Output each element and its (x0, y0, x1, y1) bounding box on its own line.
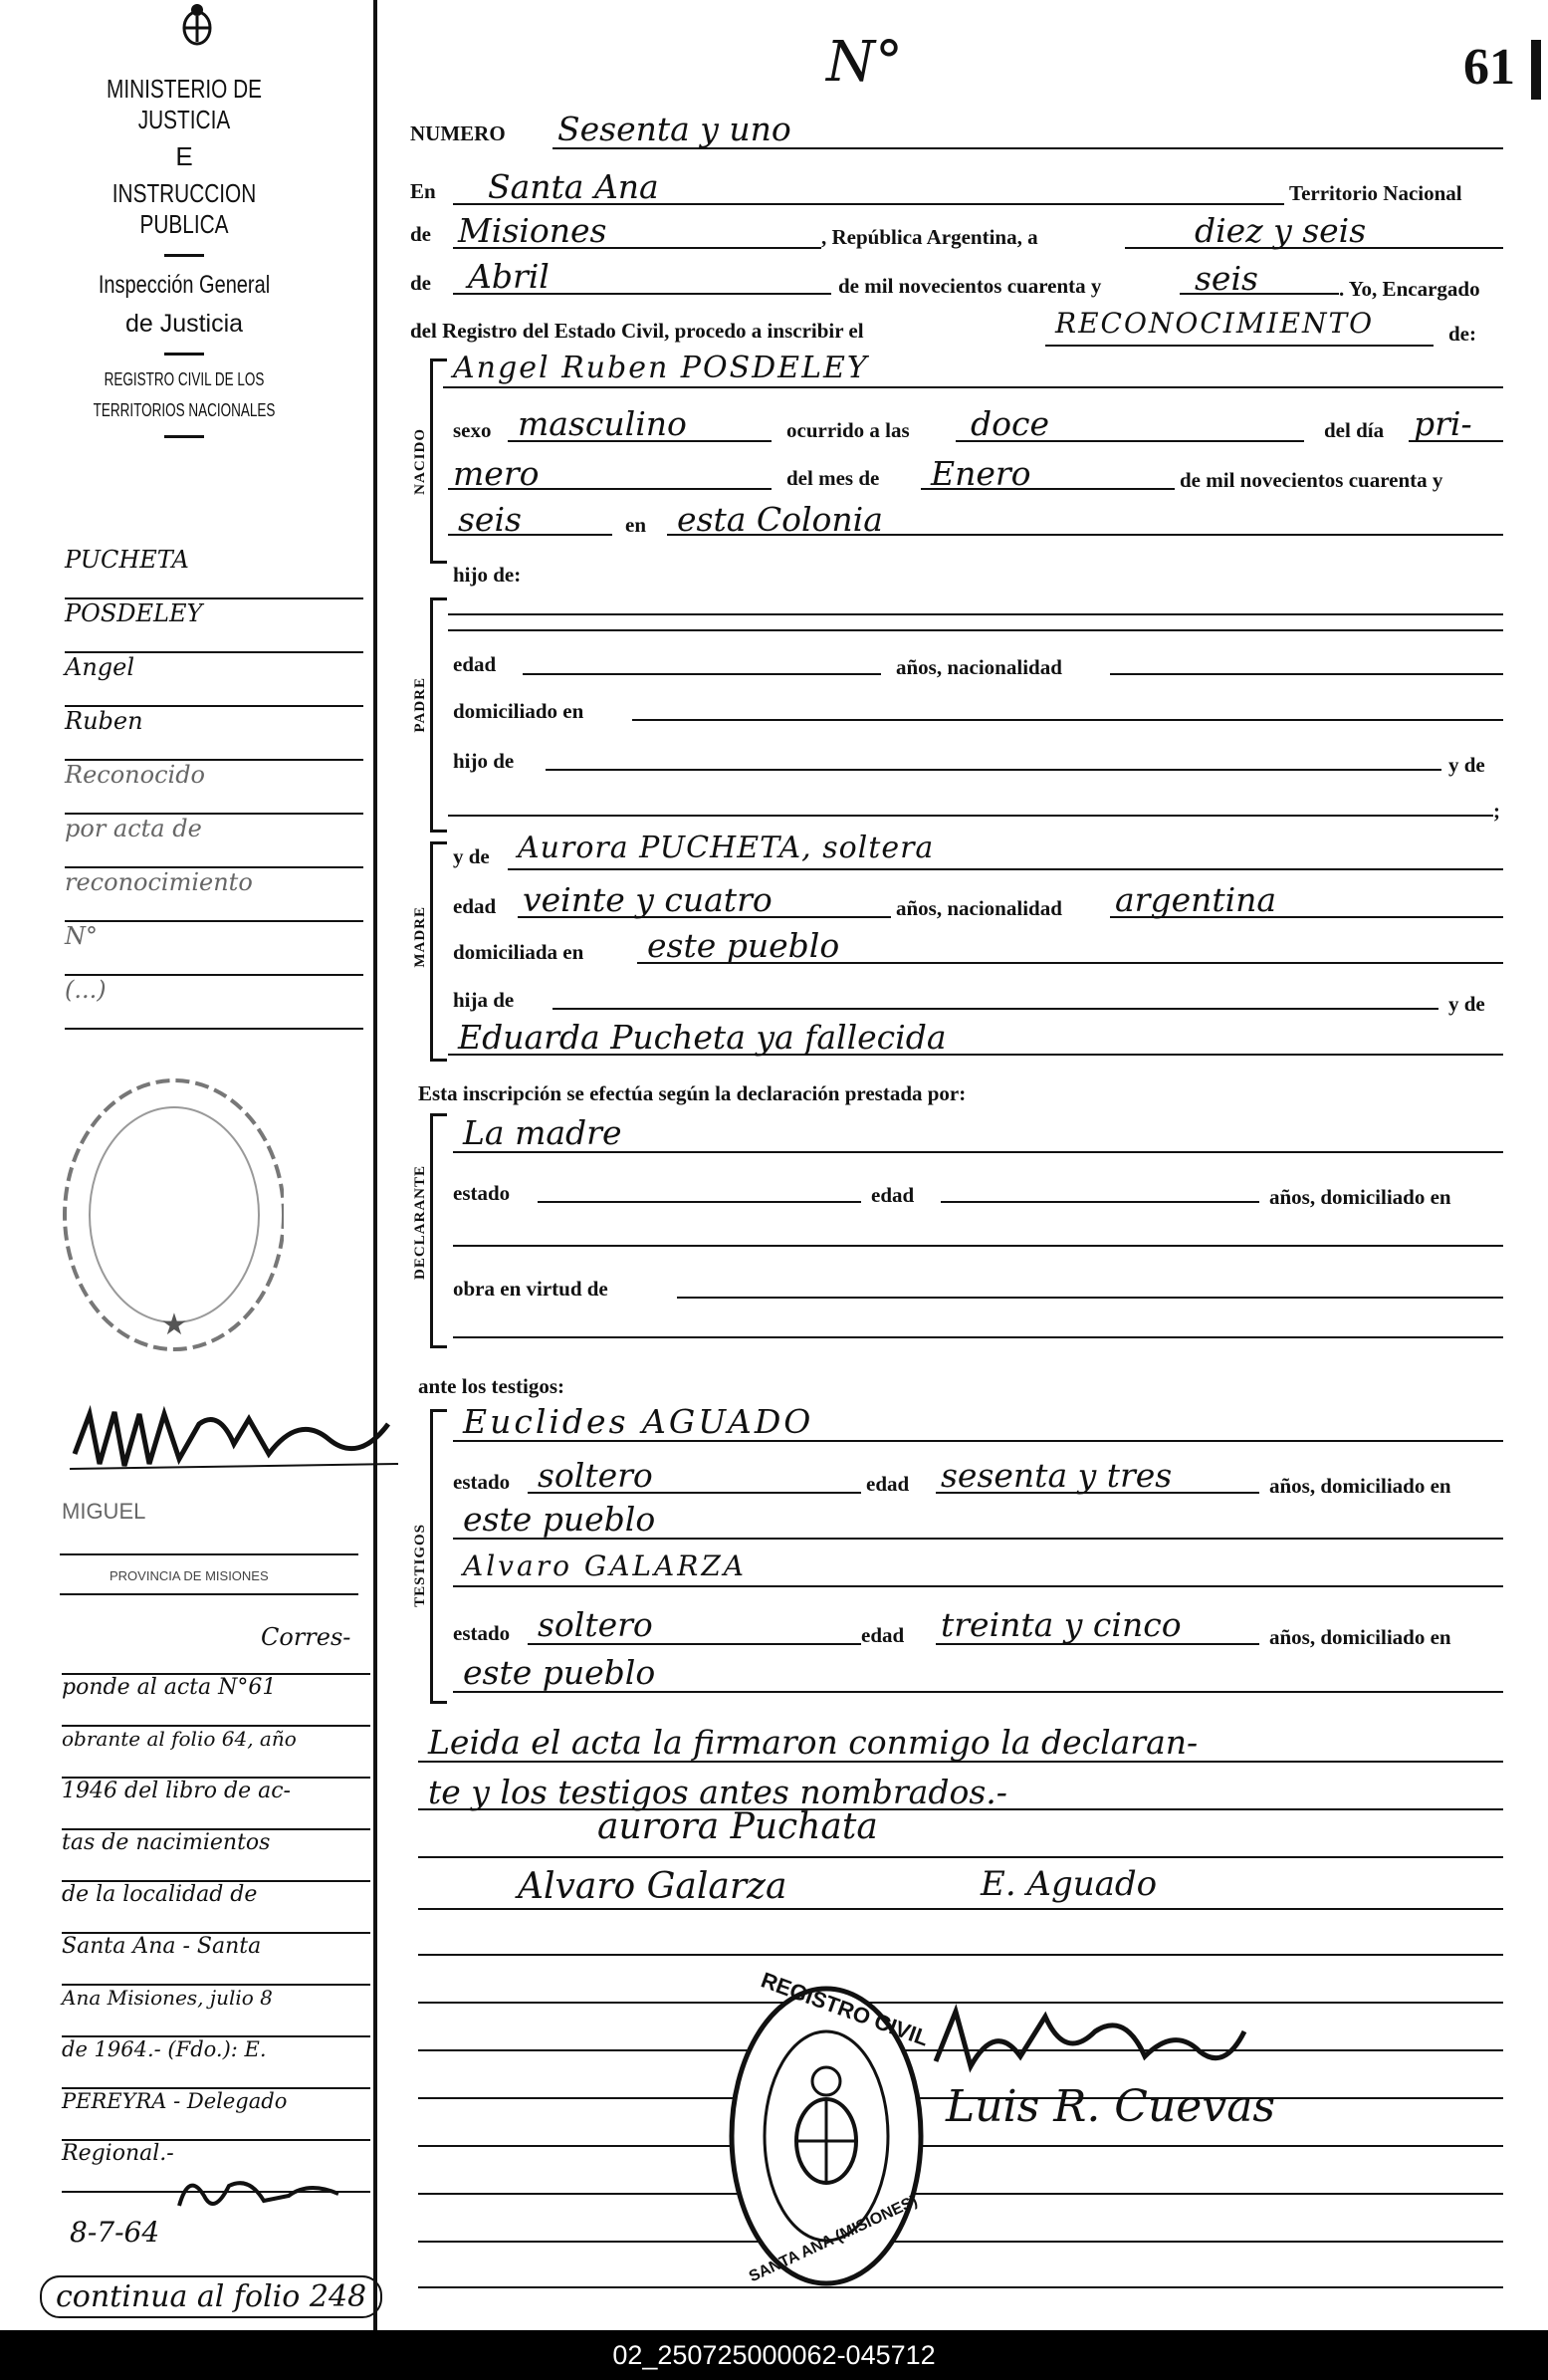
margin-annotation (65, 546, 363, 1030)
svg-text:★: ★ (160, 1308, 188, 1342)
testigo1-estado: soltero (538, 1456, 653, 1495)
ocurrido-text: ocurrido a las (786, 418, 910, 442)
margin-stamp-province: PROVINCIA DE MISIONES (110, 1568, 269, 1583)
registry-line1: REGISTRO CIVIL DE LOS (104, 369, 265, 389)
testigo1-domicilio: este pueblo (463, 1500, 656, 1539)
testigo2-nombre: Alvaro GALARZA (463, 1549, 747, 1582)
margin-line: Angel (65, 653, 363, 707)
margin-line: N° (65, 922, 363, 976)
coat-of-arms-icon (179, 2, 215, 46)
seal-text-top: REGISTRO CIVIL (758, 1967, 933, 2051)
madre-y-de2-text: y de (1448, 992, 1485, 1016)
en-label: En (410, 179, 436, 203)
lugar-value: esta Colonia (677, 500, 883, 539)
en-text: en (625, 513, 646, 537)
testigo2-edad-label: edad (861, 1623, 905, 1647)
margin-note-line: Regional.- (62, 2141, 370, 2193)
declarante-estado-label: estado (453, 1181, 511, 1205)
de-colon: de: (1448, 322, 1476, 346)
ministry-header (40, 74, 329, 452)
hijo-de-text: hijo de: (453, 563, 522, 587)
margin-line: (...) (65, 976, 363, 1030)
margin-date: 8-7-64 (70, 2216, 160, 2249)
testigo2-edad: treinta y cinco (941, 1605, 1182, 1644)
margin-stamp-icon (55, 1075, 284, 1354)
acto-value: RECONOCIMIENTO (1055, 307, 1375, 340)
hija-de-text: hija de (453, 988, 515, 1012)
testigos-tag: TESTIGOS (412, 1524, 428, 1607)
inspection-line2: de Justicia (124, 310, 244, 338)
margin-line: por acta de (65, 815, 363, 868)
right-edge-mark (1531, 40, 1541, 100)
ministry-line2: E (175, 141, 193, 171)
anio-value: seis (1195, 259, 1258, 298)
registry-line2: TERRITORIOS NACIONALES (93, 400, 276, 420)
margin-rule (60, 1553, 358, 1555)
margin-note-line: Corres- (62, 1623, 370, 1675)
hijo-de2-text: hijo de (453, 749, 515, 773)
testigo1-nombre: Euclides AGUADO (463, 1402, 814, 1441)
margin-note-line: Santa Ana - Santa (62, 1934, 370, 1986)
madre-value: Aurora PUCHETA, soltera (518, 831, 935, 865)
margin-note-line: PEREYRA - Delegado (62, 2089, 370, 2141)
sexo-value: masculino (518, 404, 687, 443)
del-dia-text: del día (1324, 418, 1385, 442)
seal-text-bottom: SANTA ANA (MISIONES) (746, 2192, 921, 2286)
yo-text: . Yo, Encargado (1339, 277, 1480, 301)
madre-y-de-text: y de (453, 844, 490, 868)
inscripcion-text: Esta inscripción se efectúa según la declaración prestada por: (418, 1081, 967, 1105)
margin-note-line: Ana Misiones, julio 8 (62, 1986, 370, 2037)
de-value: Misiones (458, 211, 607, 250)
margin-line: Reconocido (65, 761, 363, 815)
territorio-text: Territorio Nacional (1289, 181, 1462, 205)
margin-line: POSDELEY (65, 599, 363, 653)
margin-signature2-icon (169, 2166, 348, 2221)
domiciliado-en-text: domiciliado en (453, 699, 584, 723)
madre-domicilio-value: este pueblo (647, 926, 840, 965)
numero-label: NUMERO (410, 121, 506, 145)
anios-nacionalidad-text: años, nacionalidad (896, 655, 1062, 679)
margin-rule (60, 1593, 358, 1595)
margin-note-line: de 1964.- (Fdo.): E. (62, 2037, 370, 2089)
cierre-line2: te y los testigos antes nombrados.- (428, 1773, 1007, 1811)
republica-text: , República Argentina, a (821, 225, 1038, 249)
ministry-line3: INSTRUCCION PUBLICA (111, 178, 257, 239)
anio-nac-value: seis (458, 500, 522, 539)
madre-nacionalidad-value: argentina (1115, 880, 1277, 919)
dia-nac-value: pri- (1414, 404, 1472, 443)
en-value: Santa Ana (488, 167, 659, 206)
mes-nac-value: Enero (931, 454, 1031, 493)
margin-note-line: 1946 del libro de ac- (62, 1779, 370, 1830)
de2-label: de (410, 271, 431, 295)
official-signature-scribble-icon (926, 2002, 1254, 2081)
inspection-line1: Inspección General (98, 271, 271, 299)
y-de-text: y de (1448, 753, 1485, 777)
registro-text: del Registro del Estado Civil, procedo a inscribir el (410, 319, 864, 343)
margin-divider (373, 0, 377, 2330)
nacido-bracket (430, 358, 447, 564)
madre-anios-text: años, nacionalidad (896, 896, 1062, 920)
madre-tag: MADRE (412, 906, 428, 968)
testigo1-edad: sesenta y tres (941, 1456, 1173, 1495)
ministry-line1: MINISTERIO DE JUSTICIA (106, 74, 262, 134)
declarante-tag: DECLARANTE (412, 1165, 428, 1281)
dia-nac-value2: mero (453, 454, 540, 493)
madre-edad-label: edad (453, 894, 497, 918)
signature-aurora: aurora Puchata (597, 1806, 878, 1847)
edad-label: edad (453, 652, 497, 676)
testigo1-estado-label: estado (453, 1470, 511, 1494)
footer-id: 02_250725000062-045712 (0, 2330, 1548, 2380)
official-signature: Luis R. Cuevas (946, 2081, 1276, 2132)
signature-aguado: E. Aguado (981, 1864, 1158, 1904)
sexo-label: sexo (453, 418, 492, 442)
declarante-bracket (430, 1113, 447, 1348)
domiciliada-en-text: domiciliada en (453, 940, 584, 964)
numero-value: Sesenta y uno (557, 110, 791, 148)
obra-text: obra en virtud de (453, 1277, 608, 1301)
mes-value: Abril (468, 257, 550, 296)
nombre-value: Angel Ruben POSDELEY (453, 351, 869, 385)
margin-line: reconocimiento (65, 868, 363, 922)
margin-note-line: ponde al acta N°61 (62, 1675, 370, 1727)
testigo2-anios-text: años, domiciliado en (1269, 1625, 1451, 1649)
madre-edad-value: veinte y cuatro (523, 880, 773, 919)
margin-note-line: obrante al folio 64, año (62, 1727, 370, 1779)
testigo1-edad-label: edad (866, 1472, 910, 1496)
testigo2-domicilio: este pueblo (463, 1653, 656, 1692)
margin-line: Ruben (65, 707, 363, 761)
testigo2-estado: soltero (538, 1605, 653, 1644)
hora-value: doce (971, 404, 1050, 443)
margin-continua: continua al folio 248 (40, 2275, 382, 2318)
margin-line: PUCHETA (65, 546, 363, 599)
mil-text: de mil novecientos cuarenta y (838, 274, 1102, 298)
declarante-value: La madre (463, 1113, 622, 1152)
declarante-edad-label: edad (871, 1183, 915, 1207)
margin-note-line: de la localidad de (62, 1882, 370, 1934)
mil2-text: de mil novecientos cuarenta y (1180, 468, 1443, 492)
padre-tag: PADRE (412, 677, 428, 733)
madre-bracket (430, 841, 447, 1062)
margin-stamp-name: MIGUEL (62, 1499, 146, 1524)
margin-note-block (62, 1623, 370, 2193)
de-label: de (410, 222, 431, 246)
declarante-anios-text: años, domiciliado en (1269, 1185, 1451, 1209)
top-mark: N° (826, 30, 903, 95)
nacido-tag: NACIDO (412, 428, 428, 495)
y-de-semicolon: ; (1493, 799, 1500, 823)
testigo2-estado-label: estado (453, 1621, 511, 1645)
testigo1-anios-text: años, domiciliado en (1269, 1474, 1451, 1498)
cierre-line1: Leida el acta la firmaron conmigo la declaran- (428, 1723, 1199, 1762)
padre-bracket (430, 597, 447, 833)
margin-signature-icon (70, 1394, 408, 1484)
madre-abuela-value: Eduarda Pucheta ya fallecida (458, 1018, 947, 1057)
testigos-text: ante los testigos: (418, 1374, 564, 1398)
signature-alvaro: Alvaro Galarza (518, 1866, 787, 1907)
page-number: 61 (1463, 39, 1515, 96)
dia-value: diez y seis (1195, 211, 1367, 250)
testigos-bracket (430, 1409, 447, 1704)
margin-note-line: tas de nacimientos (62, 1830, 370, 1882)
del-mes-text: del mes de (786, 466, 880, 490)
